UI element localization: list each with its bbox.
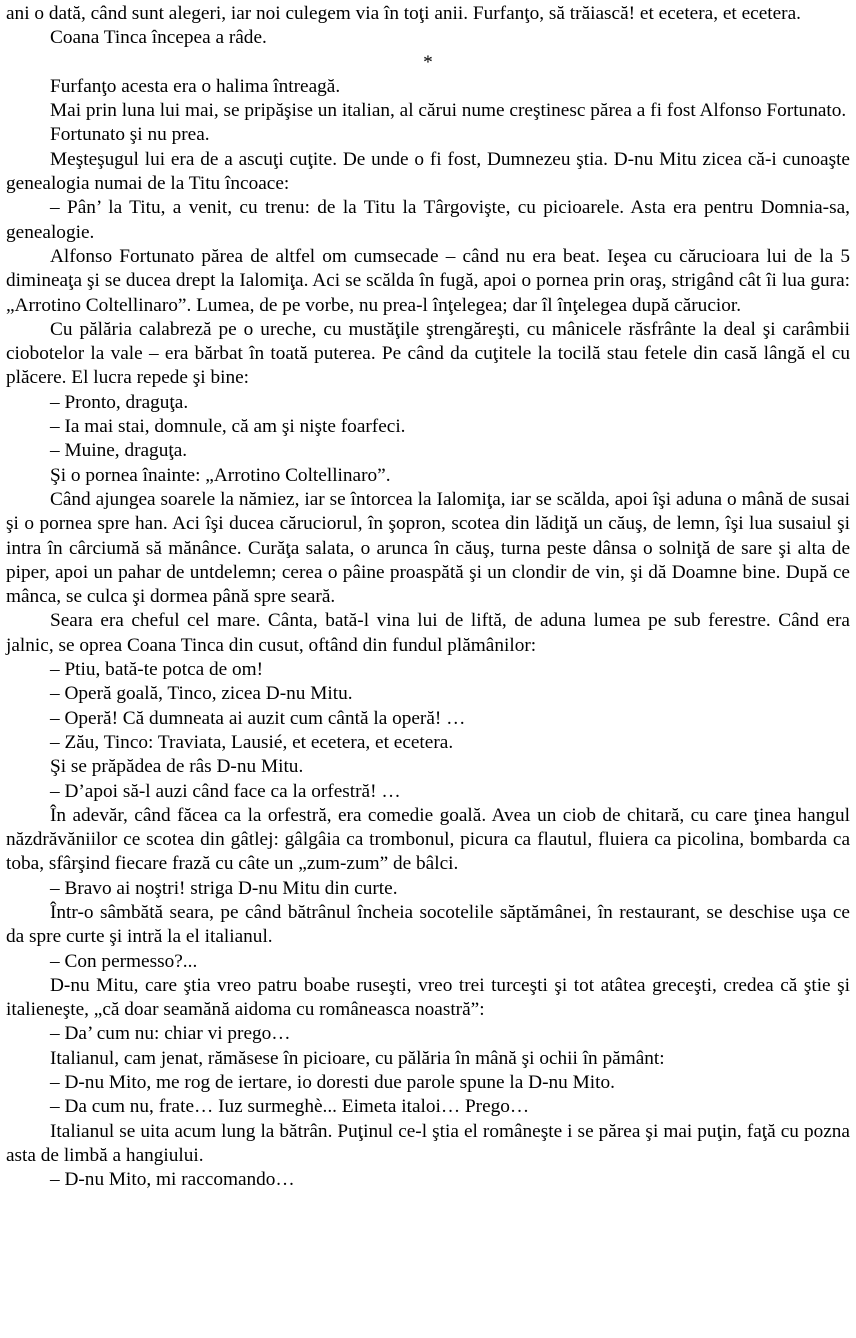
dialogue-line: – Muine, draguţa. [50,440,188,462]
paragraph: În adevăr, când făcea ca la orfestră, era comedie goală. Avea un ciob de chitară, cu care ţinea hangul năzdrăvăniilor ce scotea din gâtlej: gâlgâia ca trombonul, picura ca flautul, fluiera ca picolina, bombarda ca toba, sfârşind fiecare frază cu câte un „zum-zum” de bâlci. [6,804,850,875]
dialogue-line: – Pân’ la Titu, a venit, cu trenu: de la Titu la Târgovişte, cu picioarele. Asta era pentru Domnia-sa, genealogie. [6,197,850,243]
dialogue-line: – D-nu Mito, mi raccomando… [50,1169,295,1191]
paragraph: Şi se prăpădea de râs D-nu Mitu. [50,756,304,778]
paragraph: Mai prin luna lui mai, se pripăşise un italian, al cărui nume creştinesc părea a fi fost Alfonso Fortunato. [50,100,847,122]
paragraph: Italianul, cam jenat, rămăsese în picioare, cu pălăria în mână şi ochii în pământ: [50,1047,665,1069]
paragraph: Seara era cheful cel mare. Cânta, bată-l vina lui de liftă, de aduna lumea pe sub ferestre. Când era jalnic, se oprea Coana Tinca din cusut, oftând din fundul plămânilor: [6,610,850,656]
dialogue-line: – Ptiu, bată-te potca de om! [50,659,264,681]
paragraph-continuation: ani o dată, când sunt alegeri, iar noi culegem via în toţi anii. Furfanţo, să trăiască! et ecetera, et ecetera. [6,3,801,24]
paragraph: Şi o pornea înainte: „Arrotino Coltellinaro”. [50,464,391,486]
paragraph: Furfanţo acesta era o halima întreagă. [50,75,341,97]
dialogue-line: – Da’ cum nu: chiar vi prego… [50,1023,291,1045]
dialogue-line: – D’apoi să-l auzi când face ca la orfestră! … [50,780,401,802]
dialogue-line: – Bravo ai noştri! striga D-nu Mitu din curte. [50,877,398,899]
paragraph: D-nu Mitu, care ştia vreo patru boabe ruseşti, vreo trei turceşti şi tot atâtea greceşti, credea că ştie şi italieneşte, „că doar seamănă aidoma cu româneasca noastră”: [6,974,850,1021]
paragraph: Italianul se uita acum lung la bătrân. Puţinul ce-l ştia el româneşte i se părea şi mai puţin, faţă cu pozna asta de limbă a hangiului. [6,1120,850,1166]
paragraph: Alfonso Fortunato părea de altfel om cumsecade – când nu era beat. Ieşea cu cărucioara lui de la 5 dimineaţa şi se ducea drept la Ialomiţa. Aci se scălda în fugă, apoi o pornea prin oraş, strigând cât îi lua gura: „Arrotino Coltellinaro”. Lumea, de pe vorbe, nu prea-l înţelegea; dar îl înţelegea după cărucior. [6,245,850,316]
paragraph: Cu pălăria calabreză pe o ureche, cu mustăţile ştrengăreşti, cu mânicele răsfrânte la deal şi carâmbii ciobotelor la vale – era bărbat în toată puterea. Pe când da cuţitele la tocilă stau fetele din casă lângă el cu plăcere. El lucra repede şi bine: [6,318,850,389]
dialogue-line: – Da cum nu, frate… Iuz surmeghè... Eimeta italoi… Prego… [50,1096,530,1118]
section-separator: * [423,51,433,73]
paragraph: Coana Tinca începea a râde. [50,27,267,49]
paragraph: Fortunato şi nu prea. [50,124,210,146]
dialogue-line: – Ia mai stai, domnule, că am şi nişte foarfeci. [50,416,406,438]
dialogue-line: – Pronto, draguţa. [50,391,189,413]
paragraph: Într-o sâmbătă seara, pe când bătrânul încheia socotelile săptămânei, în restaurant, se deschise uşa ce da spre curte şi intră la el italianul. [6,901,850,948]
paragraph: Când ajungea soarele la nămiez, iar se întorcea la Ialomiţa, iar se scălda, apoi îşi aduna o mână de susai şi o pornea spre han. Aci îşi ducea căruciorul, în şopron, scotea din lădiţă un căuş, de lemn, îşi lua susaiul şi intra în cârciumă să mănânce. Curăţa salata, o arunca în căuş, turna peste dânsa o solniţă de sare şi alta de piper, apoi un pahar de untdelemn; cerea o pâine proaspătă şi un clondir de vin, şi dă Doamne bine. După ce mânca, se culca şi dormea până spre seară. [6,488,850,608]
dialogue-line: – Zău, Tinco: Traviata, Lausié, et ecetera, et ecetera. [50,731,454,753]
paragraph: Meşteşugul lui era de a ascuţi cuţite. De unde o fi fost, Dumnezeu ştia. D-nu Mitu zicea că-i cunoaşte genealogia numai de la Titu încoace: [6,148,850,195]
dialogue-line: – Con permesso?... [50,950,198,972]
dialogue-line: – Operă goală, Tinco, zicea D-nu Mitu. [50,683,353,705]
dialogue-line: – Operă! Că dumneata ai auzit cum cântă la operă! … [50,707,466,729]
dialogue-line: – D-nu Mito, me rog de iertare, io doresti due parole spune la D-nu Mito. [50,1072,615,1094]
